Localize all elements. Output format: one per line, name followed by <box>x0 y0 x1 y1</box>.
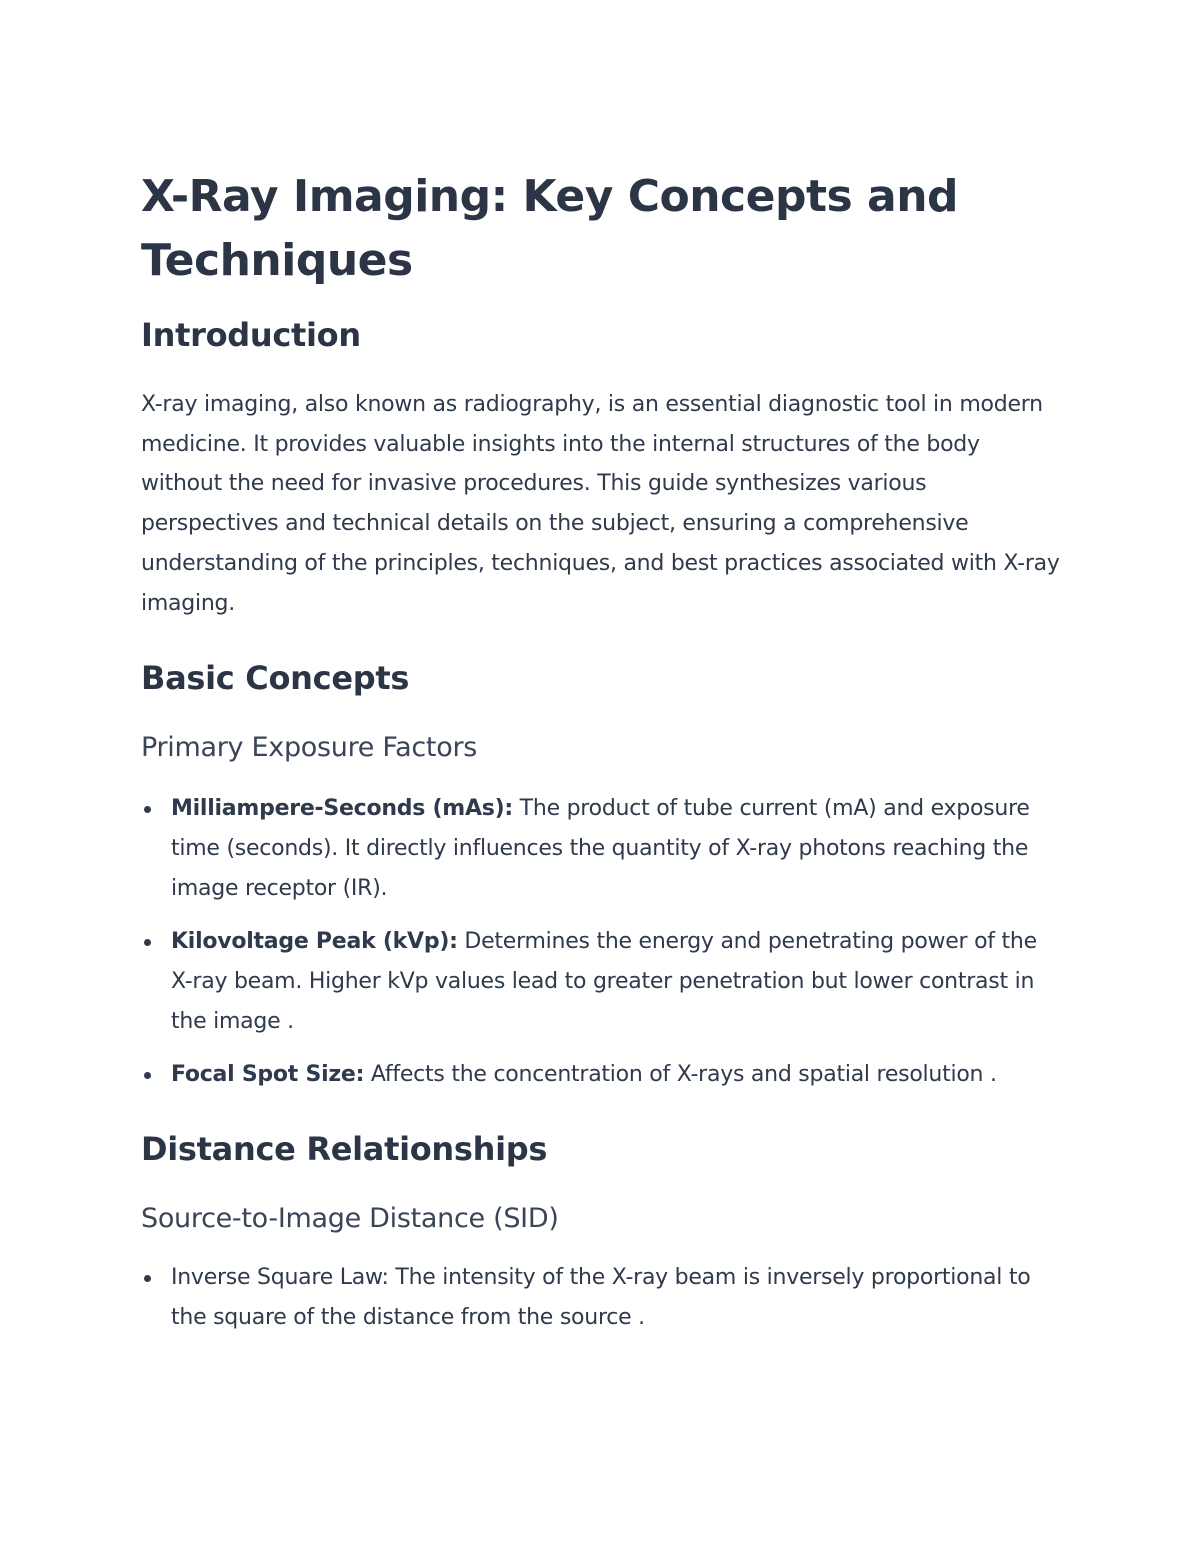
bullet-icon <box>144 939 151 946</box>
primary-exposure-factors-subheading: Primary Exposure Factors <box>141 732 478 764</box>
sid-subheading: Source-to-Image Distance (SID) <box>141 1203 559 1235</box>
list-item-text: The product of tube current (mA) and exposure time (seconds). It directly influences the quantity of X-ray photons reaching the image receptor (IR). <box>171 796 1030 901</box>
sid-list <box>141 1258 1061 1337</box>
bullet-icon <box>144 1072 151 1079</box>
list-item-term: Kilovoltage Peak (kVp): <box>171 929 458 955</box>
document-page <box>141 165 1061 1338</box>
introduction-paragraph: X-ray imaging, also known as radiography, is an essential diagnostic tool in modern medicine. It provides valuable insights into the internal structures of the body without the need for invasive procedures. This guide synthesizes various perspectives and technical details on the subject, ensuring a comprehensive understanding of the principles, techniques, and best practices associated with X-ray imaging. <box>141 392 1060 616</box>
list-item-text: Affects the concentration of X-rays and spatial resolution . <box>364 1062 997 1088</box>
list-item-text: Inverse Square Law: The intensity of the X-ray beam is inversely proportional to the square of the distance from the source . <box>171 1265 1031 1330</box>
introduction-heading: Introduction <box>141 316 361 354</box>
list-item <box>141 789 1061 908</box>
page-title: X-Ray Imaging: Key Concepts and Techniques <box>141 171 959 286</box>
list-item-term: Milliampere-Seconds (mAs): <box>171 796 513 822</box>
distance-relationships-heading: Distance Relationships <box>141 1130 548 1169</box>
bullet-icon <box>144 806 151 813</box>
list-item <box>141 922 1061 1041</box>
list-item <box>141 1055 1061 1095</box>
bullet-icon <box>144 1275 151 1282</box>
list-item-term: Focal Spot Size: <box>171 1062 365 1088</box>
list-item <box>141 1258 1061 1337</box>
list-item-text: Determines the energy and penetrating power of the X-ray beam. Higher kVp values lead to greater penetration but lower contrast in the image . <box>171 929 1037 1034</box>
basic-concepts-heading: Basic Concepts <box>141 659 410 698</box>
primary-exposure-factors-list <box>141 789 1061 1095</box>
